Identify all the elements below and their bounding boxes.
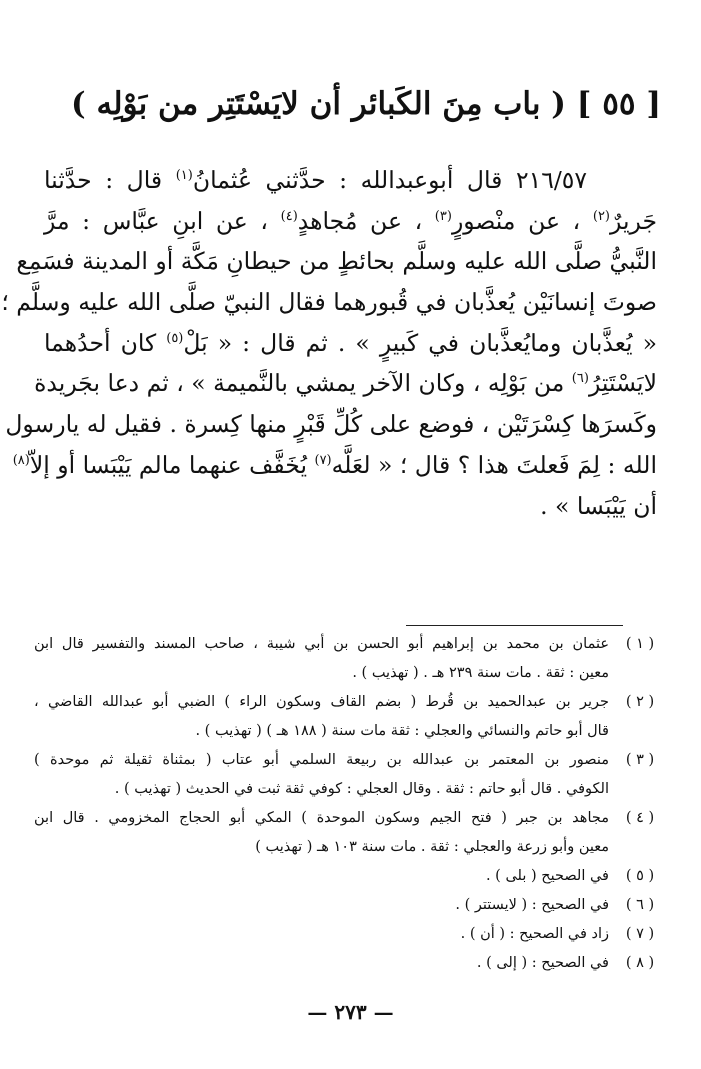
hadith-line: [12, 445, 657, 486]
footnote-line: جرير بن عبدالحميد بن قُرط ( بضم القاف وسكون الراء ) الضبي أبو عبدالله القاضي ،: [34, 694, 609, 710]
footnote-line: منصور بن المعتمر بن عبدالله بن ربيعة السلمي أبو عتاب ( بمثناة ثقيلة ثم موحدة ): [34, 752, 609, 768]
footnote-line: في الصحيح ( بلى ) .: [485, 868, 609, 884]
hadith-line: [34, 363, 657, 404]
footnote-number: ( ٧ ): [625, 926, 655, 942]
hadith-line: [5, 404, 657, 445]
hadith-segment: يُخَفَّف عنهما مالم يَيْبَسا أو إلاّ: [29, 450, 315, 479]
footnote: [34, 862, 671, 891]
hadith-segment: الله : لِمَ فَعلتَ هذا ؟ قال ؛ « لعَلَّه: [331, 450, 657, 479]
footnote-reference: (٣): [434, 208, 452, 224]
footnote-line: مجاهد بن جبر ( فتح الجيم وسكون الموحدة ) المكي أبو الحجاج المخزومي . قال ابن: [34, 810, 609, 826]
hadith-segment: أن يَيْبَسا » .: [540, 491, 657, 520]
hadith-segment: صوتَ إنسانَيْن يُعذَّبان في قُبورهما فقال النبيّ صلَّى الله عليه وسلَّم ؛: [1, 288, 657, 317]
hadith-segment: كان أحدُهما: [44, 328, 167, 357]
footnote-separator: [406, 625, 623, 626]
footnote-reference: (٧): [314, 452, 332, 468]
footnote-number: ( ٢ ): [625, 694, 655, 710]
hadith-line: [44, 323, 657, 364]
hadith-segment: من بَوْلِه ، وكان الآخر يمشي بالنَّميمة » ، ثم دعا بجَريدة: [34, 369, 572, 398]
footnote-number: ( ٥ ): [625, 868, 655, 884]
footnote-reference: (١): [175, 168, 193, 184]
footnote-text: [34, 688, 609, 746]
footnote-reference: (٤): [280, 208, 298, 224]
footnote-reference: (٨): [12, 452, 30, 468]
footnote-reference: (٥): [166, 330, 184, 346]
hadith-segment: « يُعذَّبان ومايُعذَّبان في كَبيرٍ » . ثم قال : « بَلْ: [183, 328, 657, 357]
footnote: [34, 920, 671, 949]
hadith-line: [44, 201, 657, 242]
footnote-number: ( ٤ ): [625, 810, 655, 826]
hadith-segment: ، عن ابنِ عبَّاس : مرَّ: [44, 206, 281, 235]
footnote-line: قال أبو حاتم والنسائي والعجلي : ثقة مات سنة ( ١٨٨ هـ ) ( تهذيب ) .: [195, 723, 609, 739]
footnote-text: [34, 920, 609, 949]
footnote-number: ( ٨ ): [625, 955, 655, 971]
footnote-text: [34, 746, 609, 804]
footnote: [34, 891, 671, 920]
hadith-segment: ، عن منْصورٍ: [451, 206, 593, 235]
footnote-number: ( ٣ ): [625, 752, 655, 768]
footnote: [34, 746, 671, 804]
hadith-segment: النَّبيُّ صلَّى الله عليه وسلَّم بحائطٍ من حيطانِ مَكَّة أو المدينة فسَمِع: [16, 247, 657, 276]
footnote-text: [34, 804, 609, 862]
footnote-line: في الصحيح : ( إلى ) .: [476, 955, 609, 971]
footnote-reference: (٦): [571, 371, 589, 387]
footnote-line: معين : ثقة . مات سنة ٢٣٩ هـ . ( تهذيب ) .: [352, 665, 609, 681]
footnote-line: عثمان بن محمد بن إبراهيم أبو الحسن بن أبي شيبة ، صاحب المسند والتفسير قال ابن: [34, 636, 609, 652]
hadith-line: [44, 160, 657, 201]
footnote-number: ( ٦ ): [625, 897, 655, 913]
chapter-title: [ ٥٥ ] ( باب مِنَ الكَبائر أن لايَسْتَتِر من بَوْلِه ): [71, 86, 661, 122]
footnote-text: [34, 862, 609, 891]
page-number: — ٢٧٣ —: [307, 1000, 394, 1024]
footnote: [34, 630, 671, 688]
hadith-segment: ٢١٦/٥٧ قال أبوعبدالله : حدَّثني عُثمانُ: [192, 166, 587, 194]
footnote-reference: (٢): [592, 208, 610, 224]
hadith-segment: جَريرٌ: [610, 206, 657, 235]
footnote-text: [34, 891, 609, 920]
footnote-number: ( ١ ): [625, 636, 655, 652]
footnote-line: زاد في الصحيح : ( أن ) .: [460, 926, 609, 942]
hadith-segment: وكَسرَها كِسْرَتَيْن ، فوضع على كُلِّ قَبْرٍ منها كِسرة . فقيل له يارسول: [5, 410, 657, 439]
footnote-line: الكوفي . قال أبو حاتم : ثقة . وقال العجلي : كوفي ثقة ثبت في الحديث ( تهذيب ) .: [114, 781, 609, 797]
footnote: [34, 949, 671, 978]
hadith-line: [44, 486, 657, 527]
footnote-line: معين وأبو زرعة والعجلي : ثقة . مات سنة ١٠٣ هـ ( تهذيب ): [255, 839, 609, 855]
footnote-line: في الصحيح : ( لايستتر ) .: [455, 897, 609, 913]
hadith-segment: قال : حدَّثنا: [44, 166, 176, 194]
footnotes: [34, 630, 671, 978]
hadith-line: [16, 241, 657, 282]
footnote: [34, 688, 671, 746]
footnote-text: [34, 630, 609, 688]
footnote: [34, 804, 671, 862]
hadith-segment: لايَسْتَتِرُ: [588, 369, 657, 398]
hadith-line: [1, 282, 657, 323]
hadith-text: [1, 160, 657, 526]
footnote-text: [34, 949, 609, 978]
hadith-segment: ، عن مُجاهدٍ: [297, 206, 435, 235]
